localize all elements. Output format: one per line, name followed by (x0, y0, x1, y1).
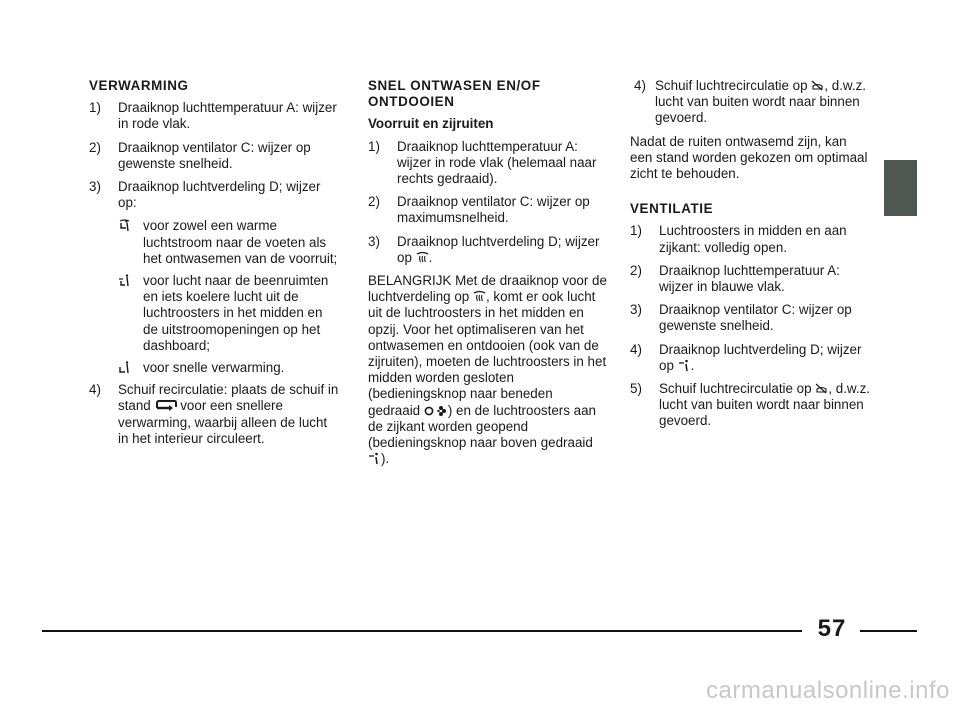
windshield-defrost-icon (473, 290, 486, 303)
item-text: Draaiknop luchtverdeling D; wijzer op (397, 233, 600, 265)
item-text: Draaiknop luchtverdeling D; wijzer op: (118, 179, 321, 211)
column-defrost (368, 78, 608, 474)
item-number: 1) (89, 100, 101, 116)
paragraph: Nadat de ruiten ontwasemd zijn, kan een stand worden gekozen om optimaal zicht te behouden. (630, 133, 868, 182)
note-text: BELANGRIJK Met de draaiknop voor de luchtverdeling op (368, 273, 607, 305)
item-text: Draaiknop ventilator C: wijzer op maximumsnelheid. (397, 194, 590, 226)
item-text: . (428, 249, 433, 265)
item-number: 1) (368, 138, 380, 154)
note-text: ) en de luchtroosters aan de zijkant worden geopend (bedieningsknop naar boven gedraaid (368, 402, 596, 451)
list-item (89, 179, 339, 211)
item-number: 5) (630, 381, 642, 397)
list-item (368, 194, 608, 226)
item-text: voor een snellere verwarming, waarbij alleen de lucht in het interieur circuleert. (118, 398, 328, 446)
recirculation-icon (155, 399, 177, 412)
list-item (634, 78, 870, 127)
item-text: Draaiknop luchttemperatuur A: wijzer in blauwe vlak. (659, 262, 840, 295)
item-text: . (690, 357, 695, 373)
sub-item (89, 360, 339, 376)
item-text: Luchtroosters in midden en aan zijkant: volledig open. (659, 223, 847, 255)
note-text: , komt er ook lucht uit de luchtroosters in het midden en opzij. Voor het optimaliseren van het ontwasemen en ontdooien (ook van de zijruiten), moeten de luchtroosters in het midden worden gesloten (bedieningsknop naar beneden gedraaid (368, 289, 607, 418)
item-text: Draaiknop luchttemperatuur A: wijzer in rode vlak (helemaal naar rechts gedraaid). (397, 138, 597, 187)
list-item (630, 342, 870, 374)
face-feet-airflow-icon (118, 274, 131, 287)
section-heading-defrost (368, 78, 608, 110)
outside-air-icon (811, 79, 824, 92)
important-note (368, 273, 608, 467)
page-number: 57 (817, 615, 847, 642)
note-text: ). (381, 451, 390, 467)
list-item (89, 382, 339, 447)
footer-rule-left (42, 630, 802, 632)
outside-air-icon (815, 382, 828, 395)
face-airflow-icon (678, 359, 691, 372)
item-number: 4) (89, 382, 101, 398)
item-number: 3) (89, 179, 101, 195)
item-text: , d.w.z. lucht van buiten wordt naar binnen gevoerd. (659, 381, 871, 429)
watermark: carmanualsonline.info (706, 677, 950, 704)
item-text: Draaiknop ventilator C: wijzer op gewenste snelheid. (659, 302, 852, 334)
sub-item-text: voor zowel een warme luchtstroom naar de voeten als het ontwasemen van de voorruit; (143, 218, 338, 266)
item-number: 2) (89, 139, 101, 155)
column-heating (89, 78, 339, 454)
list-item (89, 100, 339, 132)
section-heading-ventilation: VENTILATIE (630, 201, 714, 217)
item-text: Draaiknop luchtverdeling D; wijzer op (659, 341, 862, 373)
list-item (368, 139, 608, 188)
item-number: 2) (368, 194, 380, 210)
list-item (630, 381, 870, 430)
item-number: 1) (630, 223, 642, 239)
sub-item (89, 218, 339, 267)
item-number: 3) (630, 302, 642, 318)
spacer (630, 189, 870, 201)
list-item (89, 140, 339, 172)
item-number: 3) (368, 233, 380, 249)
heading-line: SNEL ONTWASEN EN/OF (368, 78, 541, 93)
column-ventilation (630, 78, 870, 437)
vent-closed-icon (424, 404, 448, 417)
footer-rule-right (860, 630, 917, 632)
list-item (368, 234, 608, 266)
feet-airflow-icon (118, 361, 131, 374)
item-text: Schuif luchtrecirculatie op (659, 381, 812, 397)
sub-item (89, 273, 339, 354)
sub-item-text: voor snelle verwarming. (143, 360, 285, 376)
item-text: Draaiknop ventilator C: wijzer op gewenste snelheid. (118, 139, 311, 171)
item-number: 2) (630, 262, 642, 278)
item-text: , d.w.z. lucht van buiten wordt naar binnen gevoerd. (655, 78, 867, 126)
item-number: 4) (630, 341, 642, 357)
windshield-defrost-icon (416, 251, 429, 264)
heading-line: ONTDOOIEN (368, 94, 455, 110)
item-text: Schuif recirculatie: plaats de schuif in stand (118, 382, 339, 414)
item-text: Schuif luchtrecirculatie op (655, 78, 808, 93)
list-item (630, 223, 870, 255)
item-number: 4) (634, 78, 646, 93)
subheading-windows: Voorruit en zijruiten (368, 116, 494, 132)
vent-open-icon (368, 452, 381, 465)
section-heading-heating: VERWARMING (89, 78, 189, 93)
windshield-feet-airflow-icon (118, 219, 131, 232)
list-item (630, 263, 870, 295)
sub-item-text: voor lucht naar de beenruimten en iets koelere lucht uit de luchtroosters in het midden en de uitstroomopeningen op het dashboard; (143, 273, 329, 353)
item-text: Draaiknop luchttemperatuur A: wijzer in rode vlak. (118, 100, 337, 132)
section-side-tab (884, 160, 917, 216)
list-item (630, 302, 870, 334)
